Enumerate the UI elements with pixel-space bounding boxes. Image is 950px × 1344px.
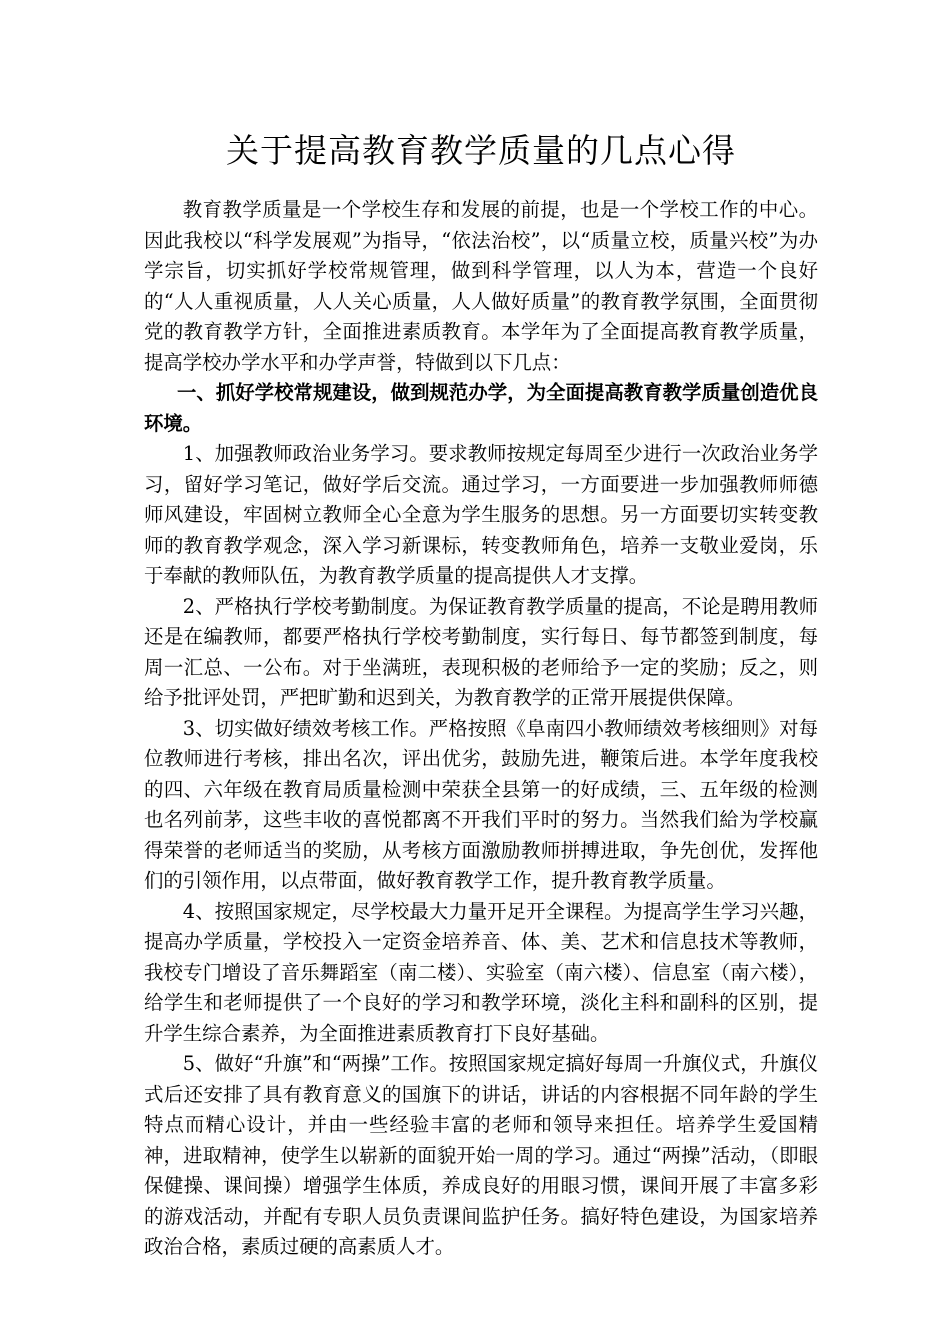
document-body	[144, 195, 818, 1263]
item-paragraph-5: 5、做好“升旗”和“两操”工作。按照国家规定搞好每周一升旗仪式，升旗仪式后还安排了具有教育意义的国旗下的讲话，讲话的内容根据不同年龄的学生特点而精心设计，并由一些经验丰富的老师和领导来担任。培养学生爱国精神，进取精神，使学生以崭新的面貌开始一周的学习。通过“两操”活动，（即眼保健操、课间操）增强学生体质，养成良好的用眼习惯，课间开展了丰富多彩的游戏活动，并配有专职人员负责课间监护任务。搞好特色建设，为国家培养政治合格，素质过硬的高素质人才。	[144, 1052, 818, 1258]
item-paragraph-3: 3、切实做好绩效考核工作。严格按照《阜南四小教师绩效考核细则》对每位教师进行考核，排出名次，评出优劣，鼓励先进，鞭策后进。本学年度我校的四、六年级在教育局质量检测中荣获全县第一的好成绩，三、五年级的检测也名列前茅，这些丰收的喜悦都离不开我们平时的努力。当然我们給为学校赢得荣誉的老师适当的奖励，从考核方面激励教师拼搏进取，争先创优，发挥他们的引领作用，以点带面，做好教育教学工作，提升教育教学质量。	[144, 716, 818, 892]
item-paragraph-1: 1、加强教师政治业务学习。要求教师按规定每周至少进行一次政治业务学习，留好学习笔记，做好学后交流。通过学习，一方面要进一步加强教师师德师风建设，牢固树立教师全心全意为学生服务的思想。另一方面要切实转变教师的教育教学观念，深入学习新课标，转变教师角色，培养一支敬业爱岗，乐于奉献的教师队伍，为教育教学质量的提高提供人才支撑。	[144, 442, 818, 587]
document-title: 关于提高教育教学质量的几点心得	[226, 131, 736, 170]
section-heading: 一、抓好学校常规建设，做到规范办学，为全面提高教育教学质量创造优良环境。	[144, 381, 818, 435]
item-paragraph-2: 2、严格执行学校考勤制度。为保证教育教学质量的提高，不论是聘用教师还是在编教师，都要严格执行学校考勤制度，实行每日、每节都签到制度，每周一汇总、一公布。对于坐满班，表现积极的老师给予一定的奖励；反之，则给予批评处罚，严把旷勤和迟到关，为教育教学的正常开展提供保障。	[144, 594, 818, 709]
item-paragraph-4: 4、按照国家规定，尽学校最大力量开足开全课程。为提高学生学习兴趣，提高办学质量，学校投入一定资金培养音、体、美、艺术和信息技术等教师，我校专门增设了音乐舞蹈室（南二楼）、实验室（南六楼）、信息室（南六楼），给学生和老师提供了一个良好的学习和教学环境，淡化主科和副科的区别，提升学生综合素养，为全面推进素质教育打下良好基础。	[144, 899, 818, 1045]
intro-paragraph: 教育教学质量是一个学校生存和发展的前提，也是一个学校工作的中心。因此我校以“科学发展观”为指导，“依法治校”，以“质量立校，质量兴校”为办学宗旨，切实抓好学校常规管理，做到科学管理，以人为本，营造一个良好的“人人重视质量，人人关心质量，人人做好质量”的教育教学氛围，全面贯彻党的教育教学方针，全面推进素质教育。本学年为了全面提高教育教学质量，提高学校办学水平和办学声誉，特做到以下几点：	[144, 198, 818, 374]
